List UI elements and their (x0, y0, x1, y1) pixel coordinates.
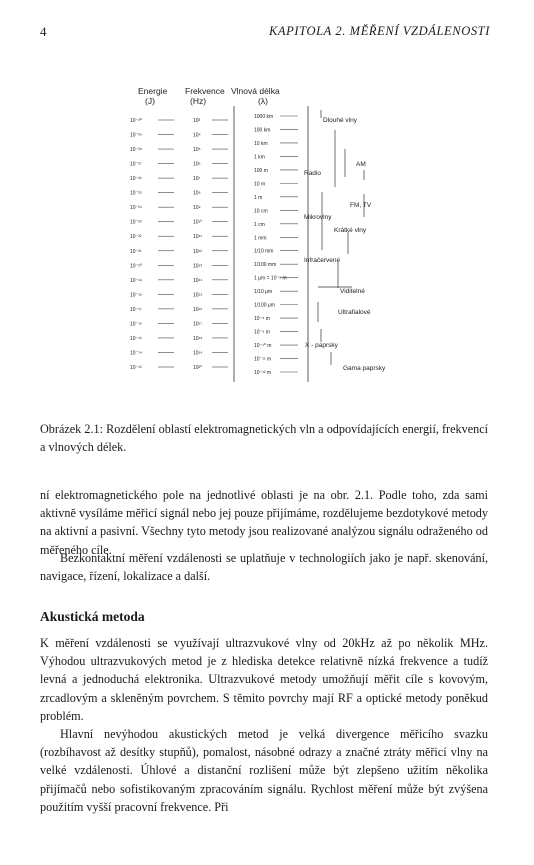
energy-tick-label: 10⁻²⁰ (130, 263, 142, 270)
band-x-rays: X - paprsky (305, 342, 338, 349)
energy-tick-label: 10⁻¹⁹ (130, 277, 143, 284)
band-radio: Radio (304, 170, 321, 177)
band-visible: Viditelné (340, 288, 365, 295)
col-energy-title: Energie (138, 86, 168, 96)
col-freq-unit: (Hz) (190, 96, 207, 106)
frequency-tick-label: 10¹⁵ (193, 292, 203, 299)
wavelength-tick-label: 1 cm (254, 221, 265, 228)
wavelength-tick-label: 10⁻¹⁰ m (254, 343, 272, 350)
energy-tick-label: 10⁻¹⁵ (130, 335, 142, 342)
wavelength-tick-label: 10 m (254, 181, 266, 188)
band-microwaves: Mikrovlny (304, 214, 332, 221)
energy-tick-label: 10⁻¹⁸ (130, 292, 142, 299)
frequency-tick-label: 10⁹ (193, 205, 201, 212)
frequency-tick-label: 10¹⁶ (193, 306, 203, 313)
frequency-tick-label: 10⁶ (193, 161, 201, 168)
wavelength-tick-label: 10⁻¹² m (254, 370, 272, 376)
paragraph-2: Bezkontaktní měření vzdálenosti se uplatňuje v technologiích jako je např. skenování, navigace, řízení, lokalizace a další. (40, 551, 488, 584)
page-number: 4 (40, 24, 47, 39)
energy-tick-label: 10⁻²⁸ (130, 147, 142, 154)
frequency-tick-label: 10²⁰ (193, 365, 203, 371)
frequency-tick-label: 10¹⁹ (193, 350, 203, 357)
frequency-tick-label: 10⁴ (193, 132, 201, 139)
wavelength-tick-label: 10 km (254, 140, 268, 147)
energy-tick-label: 10⁻²⁵ (130, 190, 142, 197)
band-ultraviolet: Ultrafialové (338, 309, 371, 316)
energy-tick-label: 10⁻¹⁴ (130, 350, 143, 357)
band-am: AM (356, 161, 366, 168)
wavelength-tick-label: 10⁻⁸ m (254, 316, 270, 323)
wavelength-tick-label: 10 cm (254, 208, 268, 215)
energy-tick-label: 10⁻²² (130, 234, 142, 241)
frequency-tick-label: 10¹³ (193, 263, 202, 270)
band-infrared: Infračervené (304, 257, 341, 264)
wavelength-tick-label: 1/100 mm (254, 262, 277, 269)
frequency-tick-label: 10⁸ (193, 190, 201, 197)
band-gamma-rays: Gama paprsky (343, 365, 386, 372)
frequency-tick-label: 10¹⁰ (193, 219, 203, 226)
energy-tick-label: 10⁻²³ (130, 219, 142, 226)
wavelength-tick-label: 1/10 mm (254, 248, 274, 255)
col-wave-title: Vlnová délka (231, 86, 280, 96)
frequency-tick-label: 10¹⁴ (193, 277, 203, 284)
energy-tick-label: 10⁻³⁰ (130, 118, 142, 124)
frequency-tick-label: 10¹⁸ (193, 335, 203, 342)
paragraph-3: K měření vzdálenosti se využívají ultrazvukové vlny od 20kHz až po několik MHz. Výhodou ultrazvukových metod je z hlediska detekce relativně nízká frekvence a tudíž levná a jednoduchá elektronika. Ultrazvukové metody umožňují měřit cíle s kovovým, zrcadlovým a skleněným povrchem. S těmito povrchy mají RF a optické metody poněkud problém. (40, 636, 488, 723)
frequency-tick-label: 10¹¹ (193, 234, 202, 241)
band-short-waves: Krátké vlny (334, 227, 367, 234)
chapter-header: KAPITOLA 2. MĚŘENÍ VZDÁLENOSTI (268, 24, 490, 38)
energy-tick-label: 10⁻²⁹ (130, 132, 143, 139)
energy-tick-label: 10⁻²⁷ (130, 161, 142, 168)
frequency-tick-label: 10³ (193, 118, 201, 124)
wavelength-tick-label: 1 km (254, 154, 265, 161)
band-fm-tv: FM, TV (350, 202, 372, 209)
col-freq-title: Frekvence (185, 86, 225, 96)
wavelength-tick-label: 100 m (254, 167, 268, 174)
wavelength-tick-label: 1/10 μm (254, 289, 273, 296)
section-title: Akustická metoda (40, 609, 145, 624)
frequency-tick-label: 10¹⁷ (193, 321, 203, 328)
figure-caption: Obrázek 2.1: Rozdělení oblastí elektromagnetických vln a odpovídajících energií, frekvencí a vlnových délek. (40, 422, 488, 454)
energy-tick-label: 10⁻¹³ (130, 365, 142, 371)
wavelength-tick-label: 10⁻¹¹ m (254, 356, 272, 363)
wavelength-tick-label: 1 μm = 10⁻⁶ m (254, 275, 287, 282)
col-wave-unit: (λ) (258, 96, 268, 106)
wavelength-tick-label: 100 km (254, 127, 271, 134)
frequency-tick-label: 10¹² (193, 248, 202, 255)
frequency-tick-label: 10⁷ (193, 176, 201, 183)
em-spectrum-figure (118, 82, 418, 402)
wavelength-tick-label: 1/100 μm (254, 302, 275, 309)
energy-tick-label: 10⁻¹⁶ (130, 321, 142, 328)
col-energy-unit: (J) (145, 96, 155, 106)
energy-tick-label: 10⁻¹⁷ (130, 306, 142, 313)
energy-tick-label: 10⁻²⁴ (130, 205, 143, 212)
energy-tick-label: 10⁻²¹ (130, 248, 142, 255)
wavelength-tick-label: 1 m (254, 194, 263, 201)
wavelength-tick-label: 1 mm (254, 235, 267, 242)
wavelength-tick-label: 10⁻⁹ m (254, 329, 270, 336)
energy-tick-label: 10⁻²⁶ (130, 176, 142, 183)
paragraph-1: ní elektromagnetického pole na jednotlivé oblasti je na obr. 2.1. Podle toho, zda sami aktivně vysíláme měřicí signál nebo jej pouze přijímáme, rozdělujeme bezdotykové metody na aktivní a pasivní. Všechny tyto metody jsou realizované analýzou signálu odraženého od měřeného cíle. (40, 488, 488, 557)
paragraph-4: Hlavní nevýhodou akustických metod je velká divergence měřicího svazku (rozbíhavost až desítky stupňů), pomalost, násobné odrazy a značné ztráty měřicí vlny na velké vzdálenosti. Úhlové a distanční rozlišení může být zlepšeno užitím několika přijímačů nebo sofistikovaným zpracováním signálu. Rychlost měření může být zvýšena použitím vyšší pracovní frekvence. Při (40, 727, 488, 814)
band-arrows (318, 110, 364, 365)
band-long-waves: Dlouhé vlny (323, 117, 357, 124)
wavelength-tick-label: 1000 km (254, 114, 274, 120)
frequency-tick-label: 10⁵ (193, 147, 201, 154)
